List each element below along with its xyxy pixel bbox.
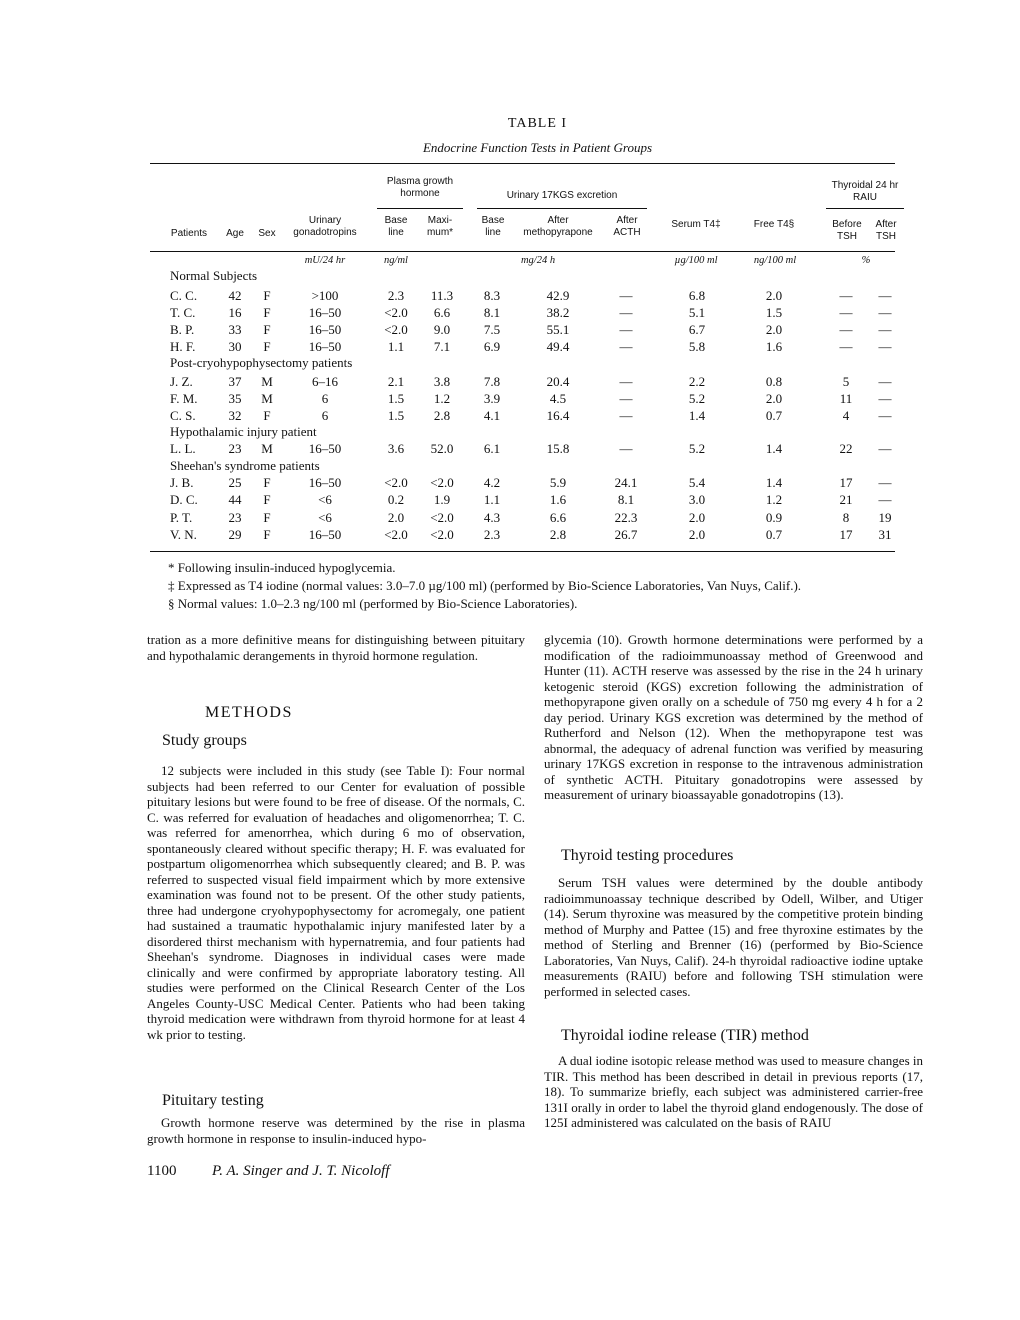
header-plasma-gh: Plasma growth hormone <box>386 176 454 199</box>
header-serum-t4: Serum T4‡ <box>671 219 721 230</box>
cell-raiu-after: — <box>878 288 892 303</box>
table-row <box>0 305 1020 322</box>
table-row <box>0 408 1020 425</box>
cell-kgs-acth: 22.3 <box>614 510 638 525</box>
cell-kgs-acth: — <box>619 322 633 337</box>
cell-raiu-after: — <box>878 492 892 507</box>
table-row <box>0 322 1020 339</box>
cell-kgs-base: 7.5 <box>483 322 501 337</box>
cell-raiu-after: — <box>878 475 892 490</box>
cell-patient: H. F. <box>170 339 196 354</box>
cell-kgs-metyrapone: 2.8 <box>549 527 567 542</box>
cell-age: 33 <box>228 322 242 337</box>
cell-raiu-after: — <box>878 441 892 456</box>
cell-serum-t4: 5.1 <box>688 305 706 320</box>
cell-age: 44 <box>228 492 242 507</box>
cell-gonadotropins: 16–50 <box>308 305 342 320</box>
cell-sex: F <box>263 527 271 542</box>
cell-raiu-before: 22 <box>839 441 853 456</box>
cell-gh-max: 1.2 <box>433 391 451 406</box>
cell-gh-base: 0.2 <box>387 492 405 507</box>
cell-free-t4: 1.4 <box>765 441 783 456</box>
cell-gh-base: <2.0 <box>384 305 408 320</box>
cell-gh-base: 1.5 <box>387 408 405 423</box>
cell-gh-base: <2.0 <box>384 322 408 337</box>
cell-patient: J. Z. <box>170 374 193 389</box>
cell-gh-base: 2.0 <box>387 510 405 525</box>
cell-gh-base: 2.1 <box>387 374 405 389</box>
cell-patient: C. S. <box>170 408 196 423</box>
study-groups-heading: Study groups <box>162 732 247 749</box>
cell-kgs-base: 6.1 <box>483 441 501 456</box>
cell-gonadotropins: 16–50 <box>308 527 342 542</box>
cell-kgs-acth: — <box>619 391 633 406</box>
cell-kgs-base: 4.2 <box>483 475 501 490</box>
thyroid-testing-paragraph <box>544 875 923 999</box>
cell-gh-max: <2.0 <box>430 475 454 490</box>
cell-patient: D. C. <box>170 492 198 507</box>
intro-text: tration as a more definitive means for distinguishing between pituitary and hypothalamic derangements in thyroid hormone regulation. <box>147 632 525 663</box>
cell-age: 30 <box>228 339 242 354</box>
table-row <box>0 441 1020 458</box>
cell-gh-base: 2.3 <box>387 288 405 303</box>
cell-patient: J. B. <box>170 475 194 490</box>
cell-sex: M <box>261 374 273 389</box>
cell-kgs-acth: — <box>619 305 633 320</box>
cell-gh-max: 7.1 <box>433 339 451 354</box>
cell-raiu-after: — <box>878 391 892 406</box>
cell-kgs-base: 7.8 <box>483 374 501 389</box>
cell-serum-t4: 6.7 <box>688 322 706 337</box>
pituitary-text: Growth hormone reserve was determined by the rise in plasma growth hormone in response to insulin-induced hypo- <box>147 1115 525 1146</box>
cell-serum-t4: 2.2 <box>688 374 706 389</box>
cell-patient: C. C. <box>170 288 198 303</box>
header-age: Age <box>226 228 244 239</box>
cell-patient: B. P. <box>170 322 195 337</box>
cell-raiu-after: 19 <box>878 510 892 525</box>
cell-raiu-after: — <box>878 305 892 320</box>
cell-kgs-metyrapone: 6.6 <box>549 510 567 525</box>
cell-gonadotropins: 6 <box>321 408 329 423</box>
group-label-sheehan: Sheehan's syndrome patients <box>170 458 320 473</box>
pituitary-testing-paragraph <box>147 1115 525 1146</box>
cell-gh-base: 1.1 <box>387 339 405 354</box>
cell-free-t4: 1.4 <box>765 475 783 490</box>
cell-age: 42 <box>228 288 242 303</box>
tir-method-heading: Thyroidal iodine release (TIR) method <box>561 1027 809 1044</box>
cell-kgs-acth: — <box>619 441 633 456</box>
cell-serum-t4: 6.8 <box>688 288 706 303</box>
cell-raiu-before: 8 <box>842 510 850 525</box>
cell-serum-t4: 2.0 <box>688 510 706 525</box>
table-subtitle: Endocrine Function Tests in Patient Groups <box>422 140 653 155</box>
header-kgs-after-metyrapone: After methopyrapone <box>523 215 593 238</box>
study-groups-text: 12 subjects were included in this study (see Table I): Four normal subjects had been referred to our Center for evaluation of possible pituitary lesions but were found to be free of disease. Of the normals, C. C. was referred for evaluation of headaches and oligomenorrhea; T. C. was referred for amenorrhea, which during 6 mo of observation, spontaneously cleared without specific therapy; H. F. was evaluated for postpartum oligomenorrhea which subsequently cleared; and B. P. was referred to suspected visual field impairment which by more extensive examination was found not to be present. Of the other study patients, three had undergone cryohypophysectomy for acromegaly, one patient had sustained a traumatic hypothalamic injury manifested later by a disordered thirst mechanism with hypernatremia, and four patients had Sheehan's syndrome. Diagnoses in individual cases were made clinically and were confirmed by appropriate laboratory testing. All studies were performed on the Clinical Research Center of the Los Angeles County-USC Medical Center. Patients who had been taking thyroid medication were withdrawn from thyroid hormone for at least 4 wk prior to testing. <box>147 763 525 1042</box>
cell-gh-base: 1.5 <box>387 391 405 406</box>
cell-free-t4: 1.5 <box>765 305 783 320</box>
cell-kgs-metyrapone: 1.6 <box>549 492 567 507</box>
footnote-double-dagger: ‡ Expressed as T4 iodine (normal values: 3.0–7.0 µg/100 ml) (performed by Bio-Science Laboratories, Van Nuys, Calif.). <box>168 578 802 593</box>
header-raiu-after: After TSH <box>875 219 897 242</box>
cell-sex: F <box>263 492 271 507</box>
group-label-cryohypophysectomy: Post-cryohypophysectomy patients <box>170 355 353 370</box>
cell-raiu-before: — <box>839 305 853 320</box>
tir-method-paragraph <box>544 1053 923 1131</box>
cell-kgs-metyrapone: 38.2 <box>546 305 570 320</box>
left-intro-paragraph <box>147 632 525 663</box>
unit-raiu: % <box>861 255 871 266</box>
footnote-asterisk: * Following insulin-induced hypoglycemia. <box>168 560 396 575</box>
cell-kgs-acth: — <box>619 408 633 423</box>
cell-raiu-before: 17 <box>839 475 853 490</box>
header-urinary-17kgs: Urinary 17KGS excretion <box>506 190 618 201</box>
cell-sex: F <box>263 305 271 320</box>
right-continuation-paragraph <box>544 632 923 803</box>
header-kgs-base: Base line <box>481 215 505 238</box>
cell-raiu-before: — <box>839 322 853 337</box>
cell-age: 25 <box>228 475 242 490</box>
cell-patient: T. C. <box>170 305 196 320</box>
raiu-span-rule <box>826 208 904 209</box>
tir-text: A dual iodine isotopic release method was used to measure changes in TIR. This method has been described in detail in previous reports (17, 18). To summarize briefly, each subject was administered carrier-free 131I orally in order to label the thyroid gland endogenously. The dose of 125I administered was calculated on the basis of RAIU <box>544 1053 923 1130</box>
cell-free-t4: 2.0 <box>765 391 783 406</box>
cell-gh-max: 2.8 <box>433 408 451 423</box>
cell-kgs-acth: 8.1 <box>617 492 635 507</box>
table-row <box>0 527 1020 544</box>
table-row <box>0 374 1020 391</box>
cell-kgs-metyrapone: 16.4 <box>546 408 570 423</box>
cell-gh-max: 3.8 <box>433 374 451 389</box>
cell-serum-t4: 5.2 <box>688 391 706 406</box>
cell-serum-t4: 5.2 <box>688 441 706 456</box>
table-row <box>0 475 1020 492</box>
cell-gh-max: <2.0 <box>430 527 454 542</box>
cell-kgs-metyrapone: 15.8 <box>546 441 570 456</box>
cell-free-t4: 2.0 <box>765 288 783 303</box>
unit-gh: ng/ml <box>384 255 408 266</box>
cell-free-t4: 2.0 <box>765 322 783 337</box>
footnote-section: § Normal values: 1.0–2.3 ng/100 ml (performed by Bio-Science Laboratories). <box>168 596 578 611</box>
cell-sex: M <box>261 391 273 406</box>
cell-raiu-after: 31 <box>878 527 892 542</box>
cell-gonadotropins: 16–50 <box>308 475 342 490</box>
cell-gh-max: 52.0 <box>430 441 454 456</box>
cell-raiu-before: 11 <box>839 391 853 406</box>
methods-heading: METHODS <box>205 704 293 721</box>
page-number: 1100 <box>147 1163 177 1179</box>
cell-sex: F <box>263 339 271 354</box>
group-label-normal: Normal Subjects <box>170 268 258 283</box>
cell-kgs-metyrapone: 20.4 <box>546 374 570 389</box>
table-row <box>0 492 1020 509</box>
cell-gh-max: 11.3 <box>430 288 454 303</box>
header-gh-base: Base line <box>384 215 408 238</box>
cell-raiu-after: — <box>878 322 892 337</box>
cell-age: 23 <box>228 441 242 456</box>
cell-gonadotropins: <6 <box>318 492 332 507</box>
cell-serum-t4: 5.4 <box>688 475 706 490</box>
cell-gonadotropins: 6–16 <box>312 374 338 389</box>
unit-free-t4: ng/100 ml <box>753 255 797 266</box>
cell-patient: F. M. <box>170 391 198 406</box>
cell-gh-max: 6.6 <box>433 305 451 320</box>
cell-gh-max: 1.9 <box>433 492 451 507</box>
header-gh-max: Maxi- mum* <box>426 215 454 238</box>
cell-gonadotropins: 16–50 <box>308 322 342 337</box>
header-raiu-before: Before TSH <box>832 219 862 242</box>
cell-gonadotropins: 16–50 <box>308 441 342 456</box>
cell-kgs-acth: 26.7 <box>614 527 638 542</box>
cell-kgs-base: 8.1 <box>483 305 501 320</box>
thyroid-text: Serum TSH values were determined by the double antibody radioimmunoassay technique described by Odell, Wilber, and Utiger (14). Serum thyroxine was measured by the competitive protein binding method of Murphy and Pattee (15) and free thyroxine estimates by the method of Sterling and Brenner (16) (performed by Bio-Science Laboratories, Van Nuys, Calif). 24-h thyroidal radioactive iodine uptake measurements (RAIU) before and following TSH stimulation were performed in selected cases. <box>544 875 923 999</box>
cell-free-t4: 0.8 <box>765 374 783 389</box>
cell-age: 32 <box>228 408 242 423</box>
cell-sex: F <box>263 475 271 490</box>
cell-age: 37 <box>228 374 242 389</box>
cell-raiu-before: 17 <box>839 527 853 542</box>
cell-gh-max: <2.0 <box>430 510 454 525</box>
cell-kgs-base: 2.3 <box>483 527 501 542</box>
table-row <box>0 510 1020 527</box>
header-kgs-after-acth: After ACTH <box>613 215 641 238</box>
cell-raiu-before: 4 <box>842 408 850 423</box>
unit-gonadotropins: mU/24 hr <box>304 255 346 266</box>
cell-kgs-acth: — <box>619 288 633 303</box>
cell-sex: F <box>263 408 271 423</box>
cell-sex: F <box>263 510 271 525</box>
cell-age: 16 <box>228 305 242 320</box>
cell-patient: V. N. <box>170 527 197 542</box>
cell-raiu-before: — <box>839 339 853 354</box>
cell-kgs-metyrapone: 5.9 <box>549 475 567 490</box>
cell-kgs-metyrapone: 4.5 <box>549 391 567 406</box>
cell-raiu-after: — <box>878 374 892 389</box>
cell-patient: L. L. <box>170 441 196 456</box>
cell-kgs-base: 3.9 <box>483 391 501 406</box>
cell-patient: P. T. <box>170 510 193 525</box>
cell-kgs-metyrapone: 42.9 <box>546 288 570 303</box>
table-top-rule <box>150 163 895 164</box>
table-title: TABLE I <box>507 116 568 131</box>
cell-kgs-base: 4.3 <box>483 510 501 525</box>
cell-raiu-before: 21 <box>839 492 853 507</box>
cell-gonadotropins: 16–50 <box>308 339 342 354</box>
study-groups-paragraph <box>147 763 525 1042</box>
cell-serum-t4: 3.0 <box>688 492 706 507</box>
table-row <box>0 339 1020 356</box>
cell-kgs-acth: — <box>619 374 633 389</box>
cell-gonadotropins: 6 <box>321 391 329 406</box>
gh-span-rule <box>377 208 463 209</box>
cell-serum-t4: 5.8 <box>688 339 706 354</box>
header-sex: Sex <box>258 228 276 239</box>
cell-raiu-before: — <box>839 288 853 303</box>
cell-raiu-after: — <box>878 339 892 354</box>
cell-serum-t4: 2.0 <box>688 527 706 542</box>
group-label-hypothalamic: Hypothalamic injury patient <box>170 424 317 439</box>
cell-sex: F <box>263 322 271 337</box>
cell-serum-t4: 1.4 <box>688 408 706 423</box>
cell-free-t4: 1.2 <box>765 492 783 507</box>
cell-age: 23 <box>228 510 242 525</box>
running-authors: P. A. Singer and J. T. Nicoloff <box>212 1163 390 1179</box>
header-free-t4: Free T4§ <box>753 219 795 230</box>
cell-kgs-base: 4.1 <box>483 408 501 423</box>
table-row <box>0 288 1020 305</box>
thyroid-testing-heading: Thyroid testing procedures <box>561 847 734 864</box>
cell-raiu-after: — <box>878 408 892 423</box>
cell-kgs-acth: 24.1 <box>614 475 638 490</box>
cell-kgs-base: 1.1 <box>483 492 501 507</box>
cell-gh-max: 9.0 <box>433 322 451 337</box>
cell-free-t4: 1.6 <box>765 339 783 354</box>
header-urinary-gonadotropins: Urinary gonadotropins <box>293 215 357 238</box>
kgs-span-rule <box>477 208 647 209</box>
table-bottom-rule <box>150 551 895 552</box>
header-patients: Patients <box>170 228 208 239</box>
cell-sex: M <box>261 441 273 456</box>
cell-free-t4: 0.9 <box>765 510 783 525</box>
cell-free-t4: 0.7 <box>765 527 783 542</box>
continuation-text: glycemia (10). Growth hormone determinations were performed by a modification of the radioimmunoassay method of Greenwood and Hunter (11). ACTH reserve was assessed by the rise in the 24 h urinary ketogenic steroid (KGS) excretion following the administration of methopyrapone given orally on a schedule of 750 mg every 4 h for a 2 day period. Urinary KGS excretion was determined by the method of Rutherford and Nelson (12). When the methopyrapone test was abnormal, the adequacy of adrenal function was verified by measuring urinary 17KGS excretion in response to the intravenous administration of synthetic ACTH. Pituitary gonadotropins were assessed by measurement of urinary bioassayable gonadotropins (13). <box>544 632 923 802</box>
cell-gh-base: 3.6 <box>387 441 405 456</box>
cell-free-t4: 0.7 <box>765 408 783 423</box>
pituitary-testing-heading: Pituitary testing <box>162 1092 264 1109</box>
cell-kgs-metyrapone: 49.4 <box>546 339 570 354</box>
table-row <box>0 391 1020 408</box>
cell-gh-base: <2.0 <box>384 475 408 490</box>
cell-kgs-metyrapone: 55.1 <box>546 322 570 337</box>
cell-raiu-before: 5 <box>842 374 850 389</box>
cell-sex: F <box>263 288 271 303</box>
cell-kgs-base: 8.3 <box>483 288 501 303</box>
cell-kgs-base: 6.9 <box>483 339 501 354</box>
cell-gh-base: <2.0 <box>384 527 408 542</box>
cell-age: 35 <box>228 391 242 406</box>
cell-age: 29 <box>228 527 242 542</box>
cell-gonadotropins: <6 <box>318 510 332 525</box>
header-raiu: Thyroidal 24 hr RAIU <box>831 180 899 203</box>
cell-gonadotropins: >100 <box>311 288 339 303</box>
unit-kgs: mg/24 h <box>520 255 556 266</box>
unit-t4: µg/100 ml <box>674 255 718 266</box>
cell-kgs-acth: — <box>619 339 633 354</box>
header-bottom-rule <box>150 251 895 252</box>
